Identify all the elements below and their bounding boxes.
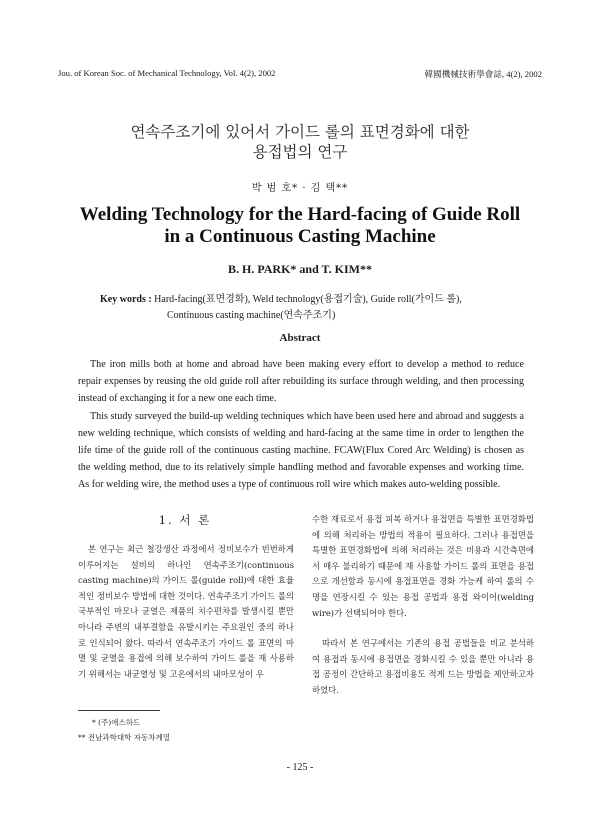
english-authors: B. H. PARK* and T. KIM** <box>227 262 373 276</box>
section-title: 1. 서 론 <box>158 513 212 527</box>
journal-header-right: 韓國機械技術學會誌, 4(2), 2002 <box>424 69 542 79</box>
body-paragraph: 따라서 본 연구에서는 기존의 용접 공법들을 비교 분석하여 용접과 동시에 용접면을 경화시킬 수 있을 뿐만 아니라 용접 공정이 간단하고 용접비용도 적게 드는 방법을 제안하고자 하였다. <box>312 638 534 695</box>
english-title <box>0 204 600 248</box>
page-number: - 125 - <box>286 762 314 773</box>
abstract-paragraph: This study surveyed the build-up welding techniques which have been used here and abroad and suggests a new welding technique, which consists of welding and hard-facing at the same time in order to lengthen the life time of the guide roll of the continuous casting machine. FCAW(Flux Cored Arc Welding) is chosen as the welding method, due to its relatively simple handling method and favorable expenses and working time. As for welding wire, the method uses a type of continuous roll wire which makes auto-welding possible. <box>78 410 524 491</box>
english-title-line: Welding Technology for the Hard-facing of Guide Roll <box>79 204 521 225</box>
keywords-line: Continuous casting machine(연속주조기) <box>167 309 336 321</box>
footnote: * (주)에스하드 <box>92 718 141 727</box>
abstract-paragraph: The iron mills both at home and abroad have been making every effort to develop a method to reduce repair expenses by reusing the old guide roll after rebuilding its surface through welding, and then processing instead of exchanging it for a new one each time. <box>78 359 524 405</box>
korean-title <box>0 122 600 162</box>
footnote: ** 전남과학대학 자동차계열 <box>78 733 170 742</box>
right-column <box>312 512 534 699</box>
keywords <box>100 292 540 323</box>
korean-title-line: 연속주조기에 있어서 가이드 롤의 표면경화에 대한 <box>130 123 470 141</box>
body-paragraph: 본 연구는 최근 철강생산 과정에서 정비보수가 빈번하게 이루어지는 설비의 하나인 연속주조기(continuous casting machine)의 가이드 롤(guide roll)에 대한 효율적인 정비보수 방법에 대한 것이다. 연속주조기 가이드 롤의 국부적인 마모나 균열은 제품의 치수편차를 발생시킬 뿐만 아니라 주변의 내부결함을 유발시키는 주요원인 중의 하나로 인식되어 왔다. 따라서 연속주조기 가이드 롤 표면의 마멸 및 균열을 용접에 의해 보수하여 가이드 롤을 재 사용하기 위해서는 내균열성 및 고온에서의 내마모성이 우 <box>78 544 294 679</box>
korean-title-line: 용접법의 연구 <box>252 143 348 161</box>
korean-authors: 박 범 호* · 김 택** <box>251 183 349 194</box>
english-title-line: in a Continuous Casting Machine <box>164 226 436 247</box>
abstract-title: Abstract <box>279 332 321 344</box>
keywords-label: Key words : <box>100 294 152 305</box>
footnote-divider <box>78 710 160 711</box>
journal-header-left: Jou. of Korean Soc. of Mechanical Technology, Vol. 4(2), 2002 <box>58 68 276 78</box>
left-column <box>78 542 294 682</box>
abstract-body <box>78 356 524 494</box>
keywords-line: Hard-facing(표면경화), Weld technology(용접기술), Guide roll(가이드 롤), <box>154 294 462 305</box>
body-paragraph: 수한 재료로서 용접 피복 하거나 용접면을 특별한 표면경화법에 의해 처리하는 방법의 적용이 필요하다. 그러나 용접면을 특별한 표면경화법에 의해 처리하는 것은 비용과 시간측면에서 매우 불리하기 때문에 재 사용할 가이드 롤의 표면을 용접으로 개선함과 동시에 용접표면을 경화 가능케 하여 롤의 수명을 연장시킬 수 있는 용접 공법과 용접 와이어(welding wire)가 선택되어야 한다. <box>312 514 534 618</box>
